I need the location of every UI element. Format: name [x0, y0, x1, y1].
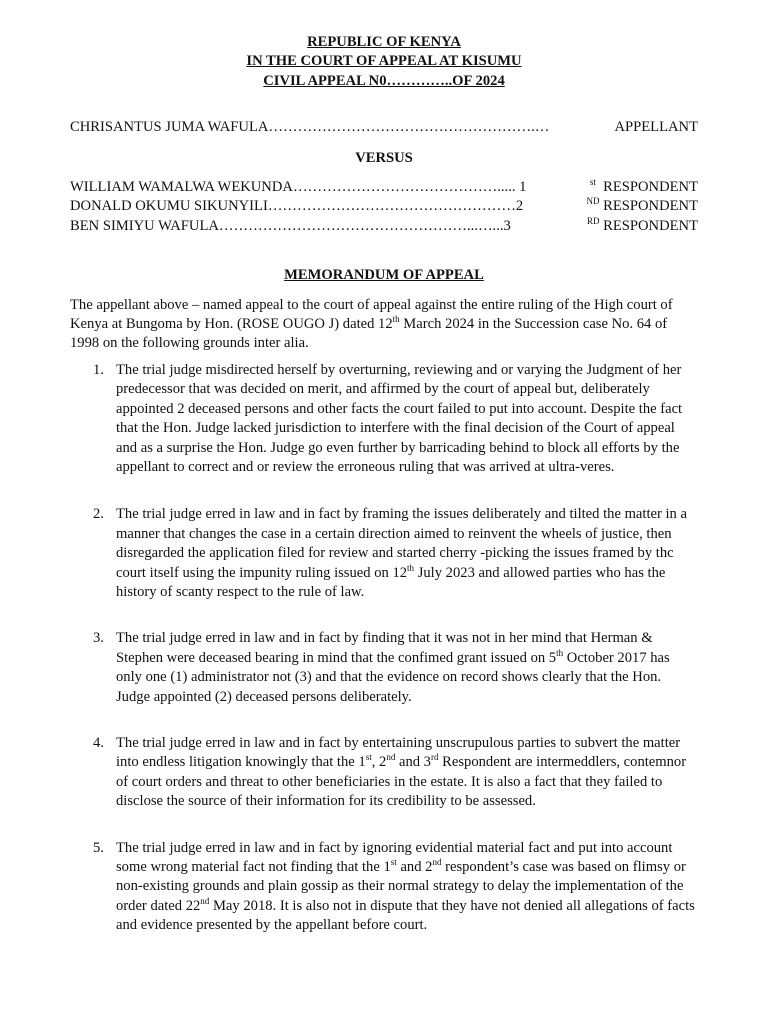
versus-heading: VERSUS [355, 149, 413, 166]
ground-text: The trial judge misdirected herself by overturning, reviewing and or varying the Judgment of her predecessor that was decided on merit, and affirmed by the court of appeal but, deliberately appointed 2 deceased persons and other facts the court failed to put into account. Despite the fact that the Hon. Judge lacked jurisdiction to interfere with the final decision of the Court of appeal and as a surprise the Hon. Judge go even further by barricading behind to block all efforts by the appellant to correct and or review the erroneous ruling that was arrived at ultra-veres. [116, 361, 683, 475]
respondent-line-1 [70, 178, 698, 197]
ground-item-3 [70, 629, 698, 707]
ground-text-cont: May 2018. It is also not in dispute that they have not denied all allegations of facts and evidence presented by the appellant before court. [116, 897, 695, 934]
ground-text-cont: Respondent are intermeddlers, contemnor of court orders and threat to other beneficiaries in the estate. It is also a fact that they failed to disclose the source of their information for its credibility to be assessed. [116, 754, 687, 810]
ground-ordinal: nd [386, 752, 396, 763]
respondent-role: RESPONDENT [595, 179, 698, 196]
respondent-line-2 [70, 197, 698, 216]
heading-republic: REPUBLIC OF KENYA [307, 34, 461, 50]
ground-number: 1. [93, 361, 104, 378]
ground-text: The trial judge erred in law and in fact by ignoring evidential material fact and put into account some wrong material fact not finding that the 1 [116, 839, 673, 875]
respondent-name: DONALD OKUMU SIKUNYILI [70, 198, 268, 215]
respondent-ordinal: ND [586, 196, 600, 207]
ground-number: 3. [93, 630, 104, 647]
ground-ordinal: nd [200, 895, 210, 906]
intro-text: The appellant above – named appeal to the court of appeal against the entire ruling of the High court of Kenya at Bungoma by Hon. (ROSE OUGO J) dated 12 [70, 296, 673, 333]
ground-item-4 [70, 734, 698, 812]
ground-text-cont: and 2 [396, 859, 433, 875]
respondent-dots: ……………………………………………2 [267, 198, 524, 215]
ground-text: The trial judge erred in law and in fact by framing the issues deliberately and tilted the matter in a manner that changes the case in a certain direction aimed to reinvent the wheels of justice, then disregarded the application filed for review and started cherry -picking the issues framed by thc court itself using the impunity ruling issued on 12 [116, 506, 687, 581]
appellant-dots: ……………………………………………….… [268, 119, 550, 136]
intro-ordinal: th [392, 314, 400, 325]
appellant-name: CHRISANTUS JUMA WAFULA [70, 119, 269, 136]
ground-ordinal: rd [430, 752, 439, 763]
ground-text: The trial judge erred in law and in fact by finding that it was not in her mind that Herman & Stephen were deceased bearing in mind that the confimed grant issued on 5 [116, 630, 653, 666]
ground-text: The trial judge erred in law and in fact by entertaining unscrupulous parties to subvert the matter into endless litigation knowingly that the 1 [116, 734, 681, 771]
respondent-dots: ……………………………………………...…...3 [218, 217, 511, 234]
ground-text-cont: , 2 [371, 754, 387, 771]
ground-item-5 [70, 839, 698, 936]
ground-number: 2. [93, 506, 104, 523]
ground-item-1 [70, 361, 698, 477]
respondent-ordinal: RD [586, 215, 600, 226]
respondent-dots: ……………………………………..... 1 [292, 179, 527, 196]
appellant-role: APPELLANT [614, 119, 698, 136]
respondent-role: RESPONDENT [599, 198, 698, 215]
respondent-name: BEN SIMIYU WAFULA [70, 217, 219, 234]
respondent-line-3 [70, 217, 698, 236]
memorandum-title: MEMORANDUM OF APPEAL [284, 267, 484, 284]
ground-ordinal: st [390, 857, 397, 868]
respondent-role: RESPONDENT [599, 217, 698, 234]
ground-ordinal: th [407, 562, 415, 573]
ground-text-cont: October 2017 has only one (1) administrator not (3) and that the evidence on record shows clearly that the Hon. Judge appointed (2) deceased persons deliberately. [116, 649, 670, 705]
ground-ordinal: nd [432, 857, 442, 868]
intro-text-cont: March 2024 in the Succession case No. 64 of 1998 on the following grounds inter alia. [70, 316, 668, 352]
intro-paragraph [70, 296, 698, 354]
grounds-list [70, 361, 698, 936]
ground-text-cont: and 3 [395, 754, 431, 771]
ground-number: 5. [93, 839, 104, 856]
heading-court: IN THE COURT OF APPEAL AT KISUMU [246, 53, 522, 70]
ground-ordinal: st [365, 752, 372, 763]
ground-number: 4. [93, 734, 104, 751]
respondent-name: WILLIAM WAMALWA WEKUNDA [70, 179, 293, 196]
ground-text-cont: respondent’s case was based on flimsy or non-existing grounds and plain gossip as their normal strategy to delay the implementation of the order dated 22 [116, 859, 686, 914]
appellant-line [70, 118, 698, 137]
ground-item-2 [70, 505, 698, 602]
respondent-ordinal: st [589, 177, 596, 188]
heading-civil-appeal: CIVIL APPEAL N0…………..OF 2024 [263, 72, 505, 89]
ground-text-cont: July 2023 and allowed parties who has the history of scanty respect to the rule of law. [116, 564, 666, 600]
ground-ordinal: th [556, 647, 564, 658]
